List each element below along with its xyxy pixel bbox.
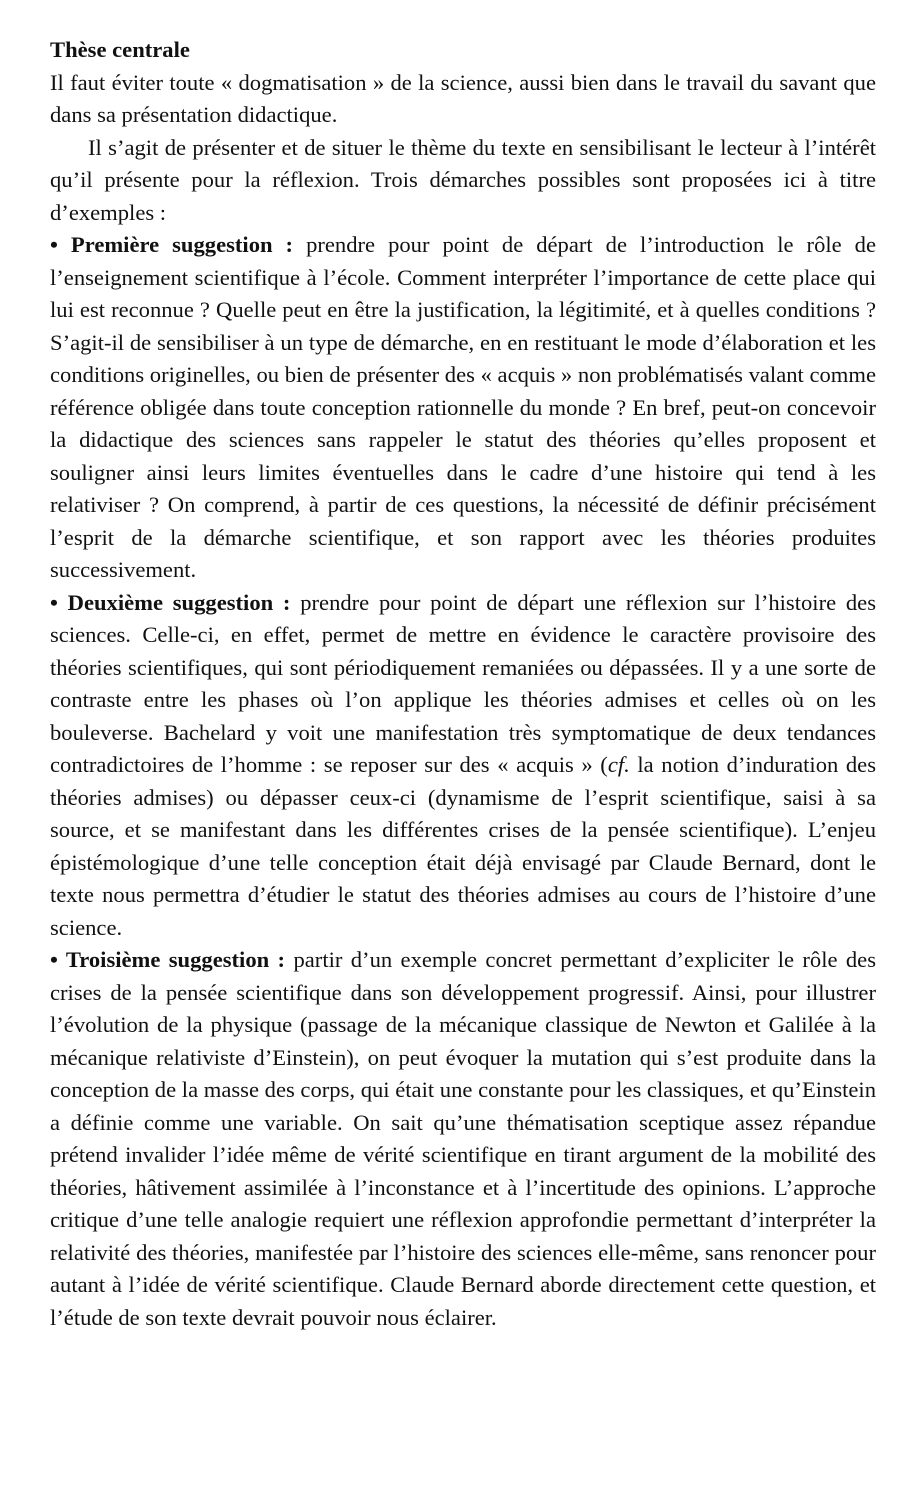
suggestion-1 [50,229,876,587]
suggestion-2-label: • Deuxième suggestion : [50,589,291,615]
suggestion-3-label: • Troisième suggestion : [50,947,286,972]
suggestion-3 [50,944,876,1334]
suggestion-2-text-before: prendre pour point de départ une réflexion sur l’histoire des sciences. Celle-ci, en effet, permet de mettre en évidence le caractère provisoire des théories scientifiques, qui sont périodiquement remaniées ou dépassées. Il y a une sorte de contraste entre les phases où l’on applique les théories admises et celles où on les bouleverse. Bachelard y voit une manifestation très symptomatique de deux tendances contradictoires de l’homme : se reposer sur des « acquis » ( [50,589,876,777]
suggestion-1-label: • Première suggestion : [50,232,294,257]
thesis-paragraph: Il faut éviter toute « dogmatisation » de la science, aussi bien dans le travail du savant que dans sa présentation didactique. [50,69,876,127]
document-page [50,34,876,1334]
intro-paragraph: Il s’agit de présenter et de situer le thème du texte en sensibilisant le lecteur à l’intérêt qu’il présente pour la réflexion. Trois démarches possibles sont proposées ici à titre d’exemples : [50,134,876,225]
suggestion-2-cf: cf. [607,752,630,777]
suggestion-2 [50,587,876,945]
suggestion-3-text: partir d’un exemple concret permettant d’expliciter le rôle des crises de la pensée scientifique dans son développement progressif. Ainsi, pour illustrer l’évolution de la physique (passage de la mécanique classique de Newton et Galilée à la mécanique relativiste d’Einstein), on peut évoquer la mutation qui s’est produite dans la conception de la masse des corps, qui était une constante pour les classiques, et qu’Einstein a définie comme une variable. On sait qu’une thématisation sceptique assez répandue prétend invalider l’idée même de vérité scientifique en tirant argument de la mobilité des théories, hâtivement assimilée à l’inconstance et à l’incertitude des opinions. L’approche critique d’une telle analogie requiert une réflexion approfondie permettant d’interpréter la relativité des théories, manifestée par l’histoire des sciences elle-même, sans renoncer pour autant à l’idée de vérité scientifique. Claude Bernard aborde directement cette question, et l’étude de son texte devrait pouvoir nous éclairer. [50,947,877,1330]
suggestion-1-text: prendre pour point de départ de l’introduction le rôle de l’enseignement scientifique à l’école. Comment interpréter l’importance de cette place qui lui est reconnue ? Quelle peut en être la justification, la légitimité, et à quelles conditions ? S’agit-il de sensibiliser à un type de démarche, en en restituant le mode d’élaboration et les conditions originelles, ou bien de présenter des « acquis » non problématisés valant comme référence obligée dans toute conception rationnelle du monde ? En bref, peut-on concevoir la didactique des sciences sans rappeler le statut des théories qu’elles proposent et souligner ainsi leurs limites éventuelles dans le cadre d’une histoire qui tend à les relativiser ? On comprend, à partir de ces questions, la nécessité de définir précisément l’esprit de la démarche scientifique, et son rapport avec les théories produites successivement. [50,232,876,582]
section-heading: Thèse centrale [50,37,190,62]
suggestion-2-text-after: la notion d’induration des théories admises) ou dépasser ceux-ci (dynamisme de l’esprit scientifique, saisi à sa source, et se manifestant dans les différentes crises de la pensée scientifique). L’enjeu épistémologique d’une telle conception était déjà envisagé par Claude Bernard, dont le texte nous permettra d’étudier le statut des théories admises au cours de l’histoire d’une science. [50,752,877,940]
